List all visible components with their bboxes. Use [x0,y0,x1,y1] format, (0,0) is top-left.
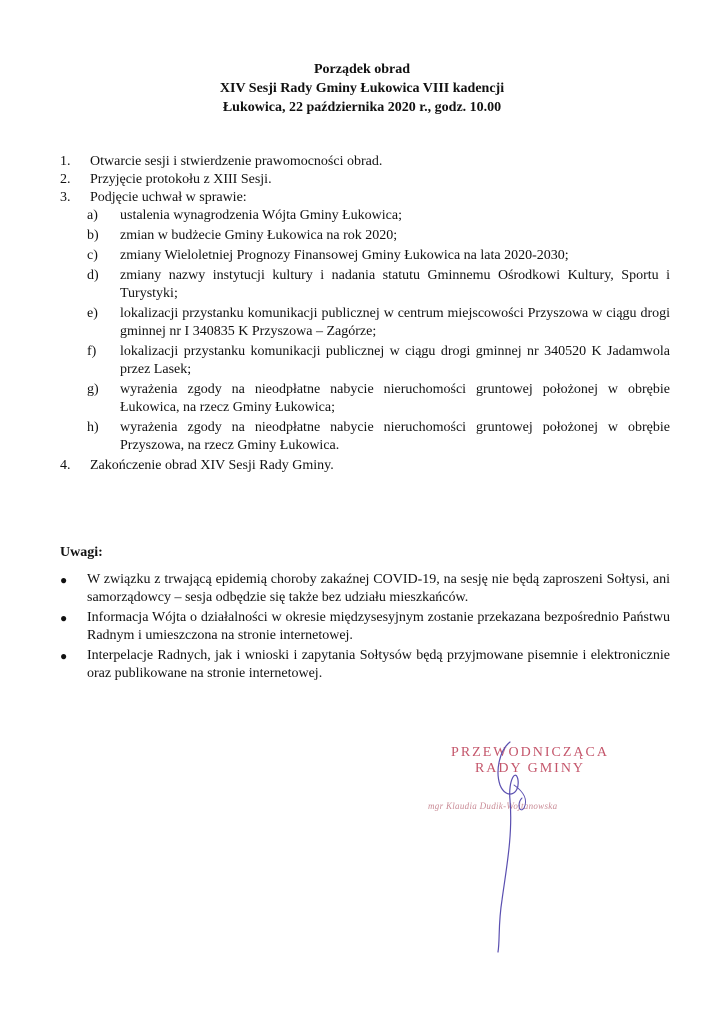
bullet-icon: ● [60,649,68,663]
note-item [60,647,670,683]
agenda-item-text: Podjęcie uchwał w sprawie: [90,190,247,205]
header-title: Porządek obrad [313,62,411,77]
subitem-text: wyrażenia zgody na nieodpłatne nabycie nieruchomości gruntowej położonej w obrębie Łukowica, na rzecz Gminy Łukowica; [120,382,670,415]
resolution-subitem [60,207,670,225]
agenda-item [60,189,670,207]
resolution-subitem [60,227,670,245]
agenda-item-text: Otwarcie sesji i stwierdzenie prawomocności obrad. [90,154,383,169]
resolution-subitem [60,305,670,341]
subitem-text: ustalenia wynagrodzenia Wójta Gminy Łukowica; [120,208,402,223]
stamp-council: RADY GMINY [474,761,586,776]
header-date-place: Łukowica, 22 października 2020 r., godz. 10.00 [222,100,502,115]
notes-list [60,571,670,685]
subitem-text: wyrażenia zgody na nieodpłatne nabycie nieruchomości gruntowej położonej w obrębie Przyszowa, na rzecz Gminy Łukowica. [120,420,670,453]
subitem-letter: h) [87,420,99,435]
note-item [60,609,670,645]
subitem-text: lokalizacji przystanku komunikacji publicznej w ciągu drogi gminnej nr 340520 K Jadamwola przez Lasek; [120,344,670,377]
header-session: XIV Sesji Rady Gminy Łukowica VIII kadencji [219,81,505,96]
note-text: Interpelacje Radnych, jak i wnioski i zapytania Sołtysów będą przyjmowane pisemnie i elektronicznie oraz publikowane na stronie internetowej. [87,648,670,681]
subitem-letter: f) [87,344,97,359]
agenda-item-number: 1. [60,154,71,169]
bullet-icon: ● [60,573,68,587]
note-text: W związku z trwającą epidemią choroby zakaźnej COVID-19, na sesję nie będą zaproszeni Sołtysi, ani samorządowcy – sesja odbędzie się także bez udziału mieszkańców. [87,572,670,605]
resolution-subitem [60,381,670,417]
agenda-item-number: 3. [60,190,71,205]
subitem-letter: d) [87,268,99,283]
stamp-name: mgr Klaudia Dudik-Wojtanowska [428,801,558,811]
subitem-letter: a) [87,208,98,223]
signature-stroke [498,742,518,952]
signature-stroke [514,785,526,810]
note-text: Informacja Wójta o działalności w okresie międzysesyjnym zostanie przekazana bezpośrednio Państwu Radnym i umieszczona na stronie internetowej. [87,610,670,643]
subitem-letter: b) [87,228,99,243]
subitem-letter: g) [87,382,99,397]
subitem-letter: e) [87,306,98,321]
resolution-sublist [60,207,670,455]
resolution-subitem [60,343,670,379]
subitem-text: zmian w budżecie Gminy Łukowica na rok 2020; [120,228,398,243]
agenda-item [60,153,670,171]
document-header [0,60,724,117]
agenda-item-text: Zakończenie obrad XIV Sesji Rady Gminy. [90,458,334,473]
subitem-text: zmiany Wieloletniej Prognozy Finansowej Gminy Łukowica na lata 2020-2030; [120,248,569,263]
agenda-item-text: Przyjęcie protokołu z XIII Sesji. [90,172,272,187]
resolution-subitem [60,267,670,303]
resolution-subitem [60,247,670,265]
agenda-item [60,171,670,189]
agenda-item-number: 2. [60,172,71,187]
agenda-item [60,457,670,475]
stamp-title: PRZEWODNICZĄCA [451,745,609,760]
note-item [60,571,670,607]
subitem-text: lokalizacji przystanku komunikacji publicznej w centrum miejscowości Przyszowa w ciągu drogi gminnej nr I 340835 K Przyszowa – Zagórze; [120,306,670,339]
bullet-icon: ● [60,611,68,625]
notes-heading: Uwagi: [60,545,103,560]
handwritten-signature [480,740,560,960]
subitem-text: zmiany nazwy instytucji kultury i nadania statutu Gminnemu Ośrodkowi Kultury, Sportu i Turystyki; [120,268,670,301]
subitem-letter: c) [87,248,98,263]
agenda-item-number: 4. [60,458,71,473]
resolution-subitem [60,419,670,455]
agenda-list [60,153,670,475]
